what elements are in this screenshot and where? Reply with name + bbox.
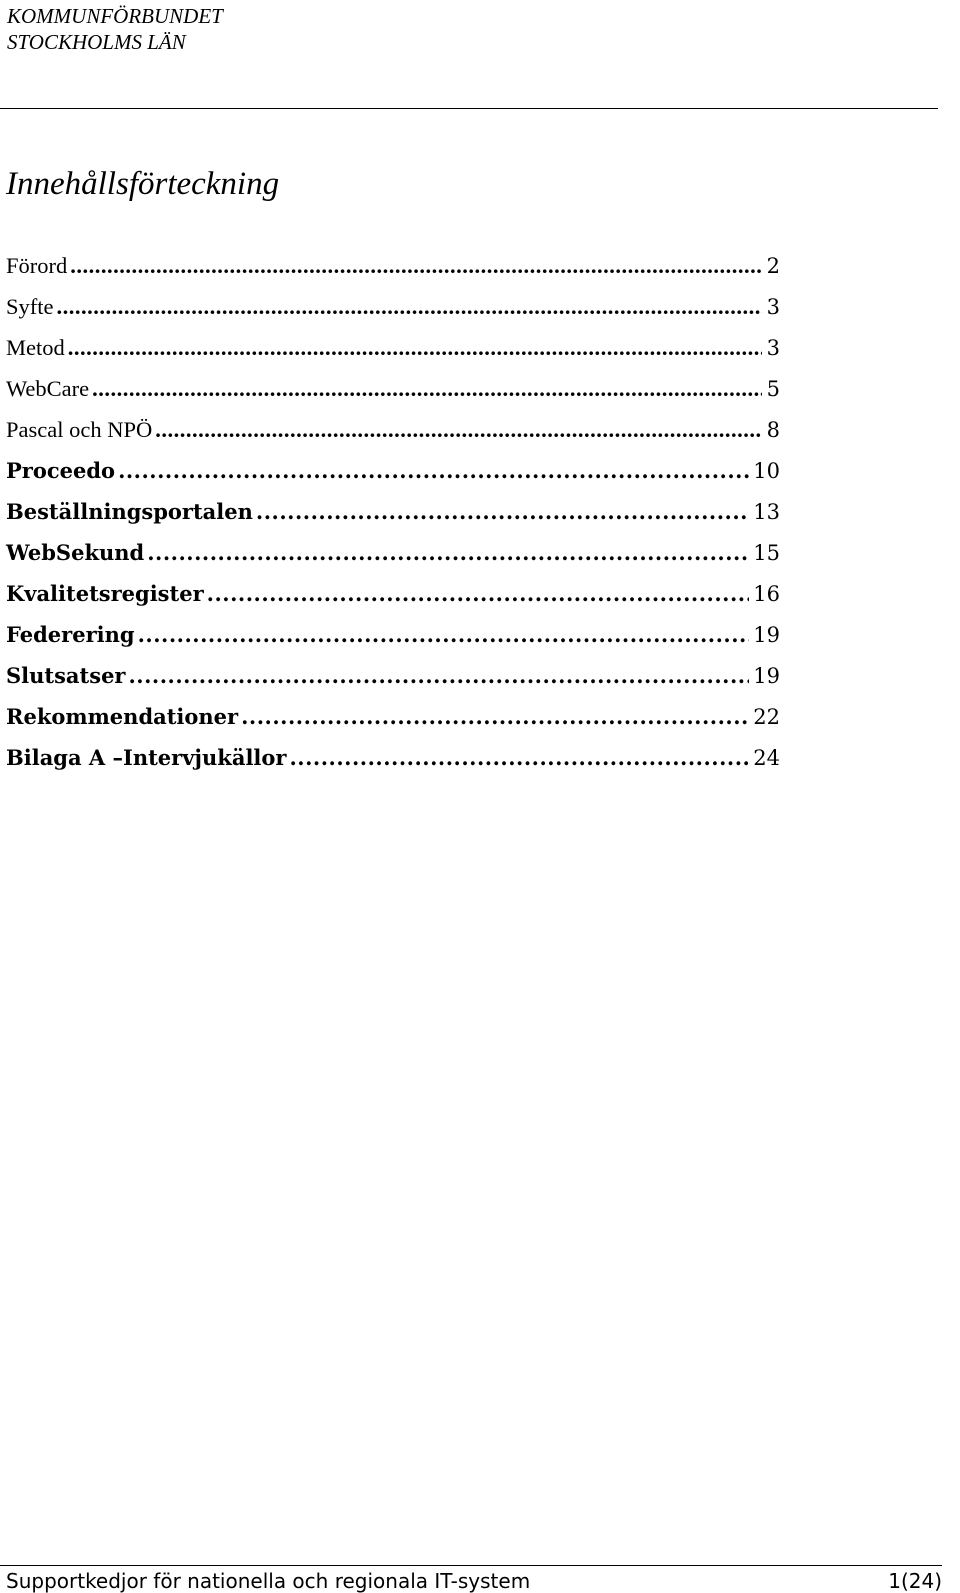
toc-entry[interactable]: [6, 699, 780, 740]
toc-entry-label: Slutsatser: [6, 663, 126, 688]
toc-dot-leader: [68, 330, 762, 366]
toc-entry-page: 3: [766, 295, 780, 319]
toc-entry-label: Bilaga A –Intervjukällor: [6, 745, 287, 770]
toc-dot-leader: [92, 371, 762, 407]
toc-entry-page: 15: [753, 541, 780, 565]
organization-name-line2: STOCKHOLMS LÄN: [7, 30, 186, 54]
table-of-contents: [6, 248, 780, 781]
toc-dot-leader: [207, 576, 750, 612]
toc-heading: Innehållsförteckning: [6, 166, 280, 202]
toc-dot-leader: [290, 740, 750, 776]
toc-dot-leader: [147, 535, 749, 571]
toc-entry-label: Beställningsportalen: [6, 499, 253, 524]
toc-entry-label: Förord: [6, 253, 68, 278]
toc-entry[interactable]: [6, 617, 780, 658]
toc-entry[interactable]: [6, 412, 780, 453]
toc-entry-page: 24: [753, 746, 780, 770]
toc-dot-leader: [256, 494, 749, 530]
toc-dot-leader: [118, 453, 749, 489]
footer-document-title: Supportkedjor för nationella och regionala IT-system: [6, 1569, 531, 1593]
toc-entry-page: 10: [753, 459, 780, 483]
toc-entry[interactable]: [6, 289, 780, 330]
toc-dot-leader: [138, 617, 750, 653]
toc-entry-page: 8: [766, 418, 780, 442]
toc-entry-label: Federering: [6, 622, 135, 647]
toc-dot-leader: [70, 248, 762, 284]
toc-entry-label: WebSekund: [6, 540, 145, 565]
toc-entry[interactable]: [6, 248, 780, 289]
toc-entry[interactable]: [6, 658, 780, 699]
toc-entry-label: Pascal och NPÖ: [6, 417, 153, 442]
toc-entry-page: 22: [753, 705, 780, 729]
toc-entry-page: 16: [753, 582, 780, 606]
toc-entry-page: 19: [753, 623, 780, 647]
toc-entry-page: 3: [766, 336, 780, 360]
toc-entry[interactable]: [6, 576, 780, 617]
organization-name: [7, 3, 223, 55]
toc-dot-leader: [155, 412, 762, 448]
toc-entry-page: 19: [753, 664, 780, 688]
toc-entry-page: 5: [766, 377, 780, 401]
toc-entry[interactable]: [6, 453, 780, 494]
footer-page-number: 1(24): [888, 1569, 942, 1593]
header-divider: [0, 108, 938, 109]
toc-entry-label: Syfte: [6, 294, 54, 319]
toc-entry[interactable]: [6, 330, 780, 371]
toc-entry[interactable]: [6, 535, 780, 576]
toc-dot-leader: [129, 658, 750, 694]
toc-entry-label: Metod: [6, 335, 65, 360]
toc-entry-label: Kvalitetsregister: [6, 581, 204, 606]
toc-entry-page: 13: [753, 500, 780, 524]
footer-divider: [0, 1565, 942, 1566]
toc-entry-page: 2: [766, 254, 780, 278]
toc-entry-label: Rekommendationer: [6, 704, 239, 729]
toc-entry-label: Proceedo: [6, 458, 116, 483]
toc-dot-leader: [57, 289, 763, 325]
toc-entry[interactable]: [6, 494, 780, 535]
toc-entry-label: WebCare: [6, 376, 90, 401]
organization-name-line1: KOMMUNFÖRBUNDET: [7, 4, 223, 28]
toc-entry[interactable]: [6, 371, 780, 412]
toc-dot-leader: [241, 699, 749, 735]
toc-entry[interactable]: [6, 740, 780, 781]
